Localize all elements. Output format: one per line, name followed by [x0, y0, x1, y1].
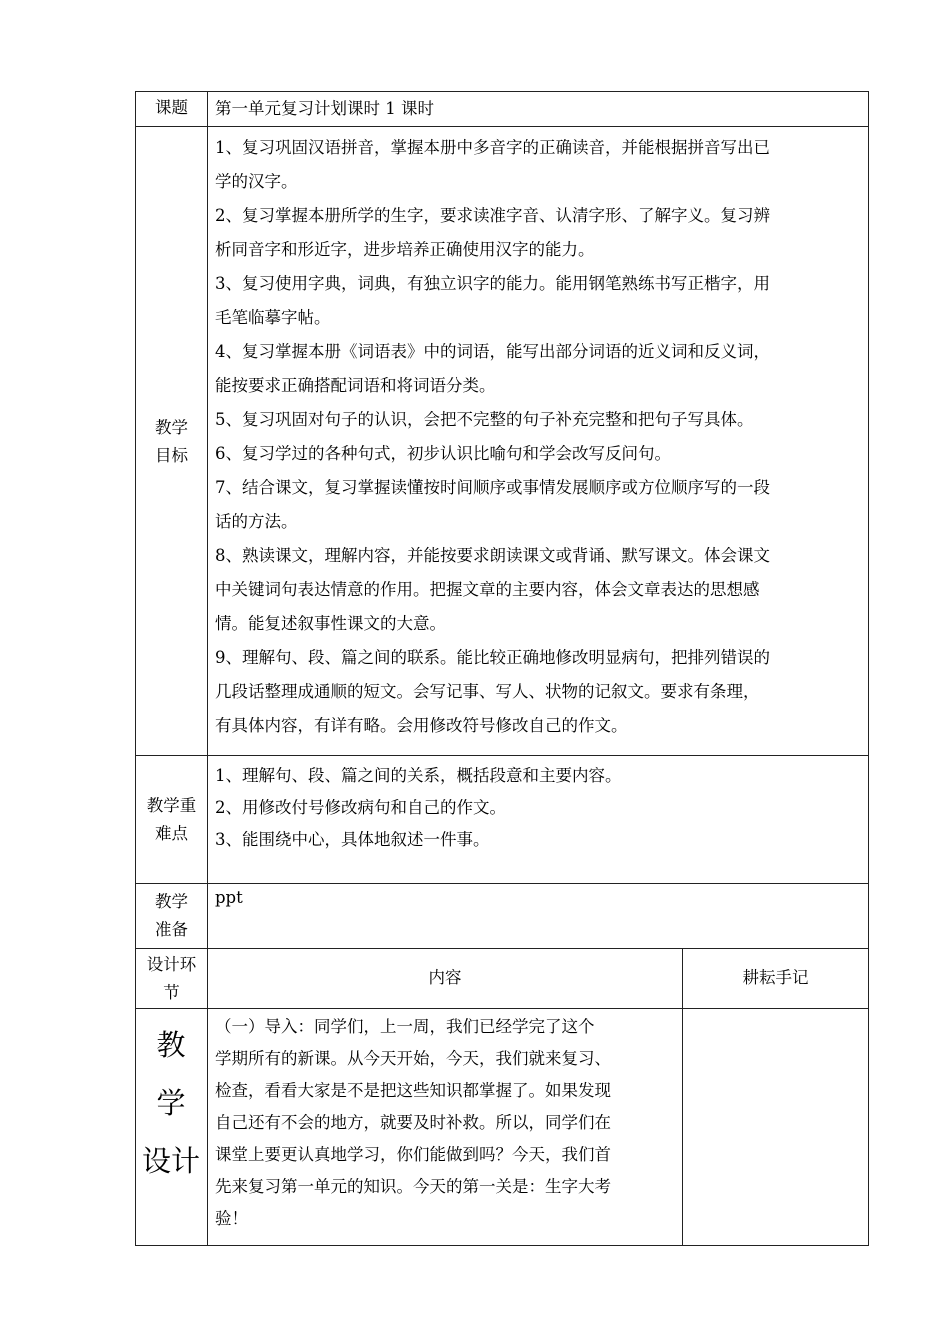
objective-line: 情。能复述叙事性课文的大意。 — [215, 614, 446, 633]
objective-line: 析同音字和形近字，进步培养正确使用汉字的能力。 — [215, 240, 595, 259]
objective-line: 1、复习巩固汉语拼音，掌握本册中多音字的正确读音，并能根据拼音写出已 — [215, 138, 770, 157]
row-divider-preparation — [135, 948, 869, 949]
title-value: 第一单元复习计划课时 1 课时 — [215, 99, 434, 118]
key-points-label — [136, 792, 207, 848]
design-section-label-line2: 节 — [163, 983, 180, 1002]
objective-line: 能按要求正确搭配词语和将词语分类。 — [215, 376, 496, 395]
objectives-label-line2: 目标 — [155, 446, 188, 465]
objective-line: 有具体内容，有详有略。会用修改符号修改自己的作文。 — [215, 716, 628, 735]
row-divider-title — [135, 126, 869, 127]
key-points-label-line2: 难点 — [155, 824, 188, 843]
title-label: 课题 — [155, 98, 188, 117]
column-divider-notes — [682, 948, 683, 1246]
objective-line: 话的方法。 — [215, 512, 298, 531]
notes-column-header: 耕耘手记 — [742, 968, 809, 987]
objective-line: 2、复习掌握本册所学的生字，要求读准字音、认清字形、了解字义。复习辨 — [215, 206, 770, 225]
design-section-label — [136, 951, 207, 1007]
row-divider-objectives — [135, 755, 869, 756]
key-points-label-line1: 教学重 — [146, 796, 197, 815]
table-border-right — [868, 91, 869, 1246]
objective-line: 几段话整理成通顺的短文。会写记事、写人、状物的记叙文。要求有条理， — [215, 682, 760, 701]
content-column-header: 内容 — [428, 968, 462, 987]
objective-line: 学的汉字。 — [215, 172, 298, 191]
design-content-line: （一）导入：同学们，上一周，我们已经学完了这个 — [215, 1017, 595, 1036]
preparation-value: ppt — [215, 888, 243, 907]
design-content-line: 自己还有不会的地方，就要及时补救。所以，同学们在 — [215, 1113, 611, 1132]
design-label-line2: 学 — [156, 1086, 186, 1120]
objective-line: 6、复习学过的各种句式，初步认识比喻句和学会改写反问句。 — [215, 444, 671, 463]
objective-line: 中关键词句表达情意的作用。把握文章的主要内容，体会文章表达的思想感 — [215, 580, 760, 599]
preparation-label — [136, 888, 207, 944]
objective-line: 7、结合课文，复习掌握读懂按时间顺序或事情发展顺序或方位顺序写的一段 — [215, 478, 770, 497]
objective-line: 8、熟读课文，理解内容，并能按要求朗读课文或背诵、默写课文。体会课文 — [215, 546, 770, 565]
row-divider-key-points — [135, 883, 869, 884]
objectives-label-line1: 教学 — [155, 418, 188, 437]
objective-line: 3、复习使用字典，词典，有独立识字的能力。能用钢笔熟练书写正楷字，用 — [215, 274, 770, 293]
key-point-line: 2、用修改付号修改病句和自己的作文。 — [215, 798, 506, 817]
table-border-bottom — [135, 1245, 869, 1246]
design-content-line: 课堂上要更认真地学习，你们能做到吗？今天，我们首 — [215, 1145, 611, 1164]
preparation-label-line2: 准备 — [155, 920, 188, 939]
objective-line: 9、理解句、段、篇之间的联系。能比较正确地修改明显病句，把排列错误的 — [215, 648, 770, 667]
design-label-line1: 教 — [156, 1028, 186, 1062]
column-divider-label — [207, 91, 208, 1246]
row-divider-design-header — [135, 1008, 869, 1009]
design-content-line: 验！ — [215, 1209, 248, 1228]
design-content-line: 检查，看看大家是不是把这些知识都掌握了。如果发现 — [215, 1081, 611, 1100]
key-point-line: 1、理解句、段、篇之间的关系，概括段意和主要内容。 — [215, 766, 622, 785]
objective-line: 5、复习巩固对句子的认识，会把不完整的句子补充完整和把句子写具体。 — [215, 410, 754, 429]
design-content-line: 先来复习第一单元的知识。今天的第一关是：生字大考 — [215, 1177, 611, 1196]
key-point-line: 3、能围绕中心，具体地叙述一件事。 — [215, 830, 490, 849]
objective-line: 毛笔临摹字帖。 — [215, 308, 331, 327]
design-content-line: 学期所有的新课。从今天开始，今天，我们就来复习、 — [215, 1049, 611, 1068]
preparation-label-line1: 教学 — [155, 892, 188, 911]
design-section-label-line1: 设计环 — [146, 955, 197, 974]
design-label-line3: 设计 — [141, 1144, 200, 1178]
objective-line: 4、复习掌握本册《词语表》中的词语，能写出部分词语的近义词和反义词， — [215, 342, 770, 361]
objectives-label — [136, 414, 207, 470]
